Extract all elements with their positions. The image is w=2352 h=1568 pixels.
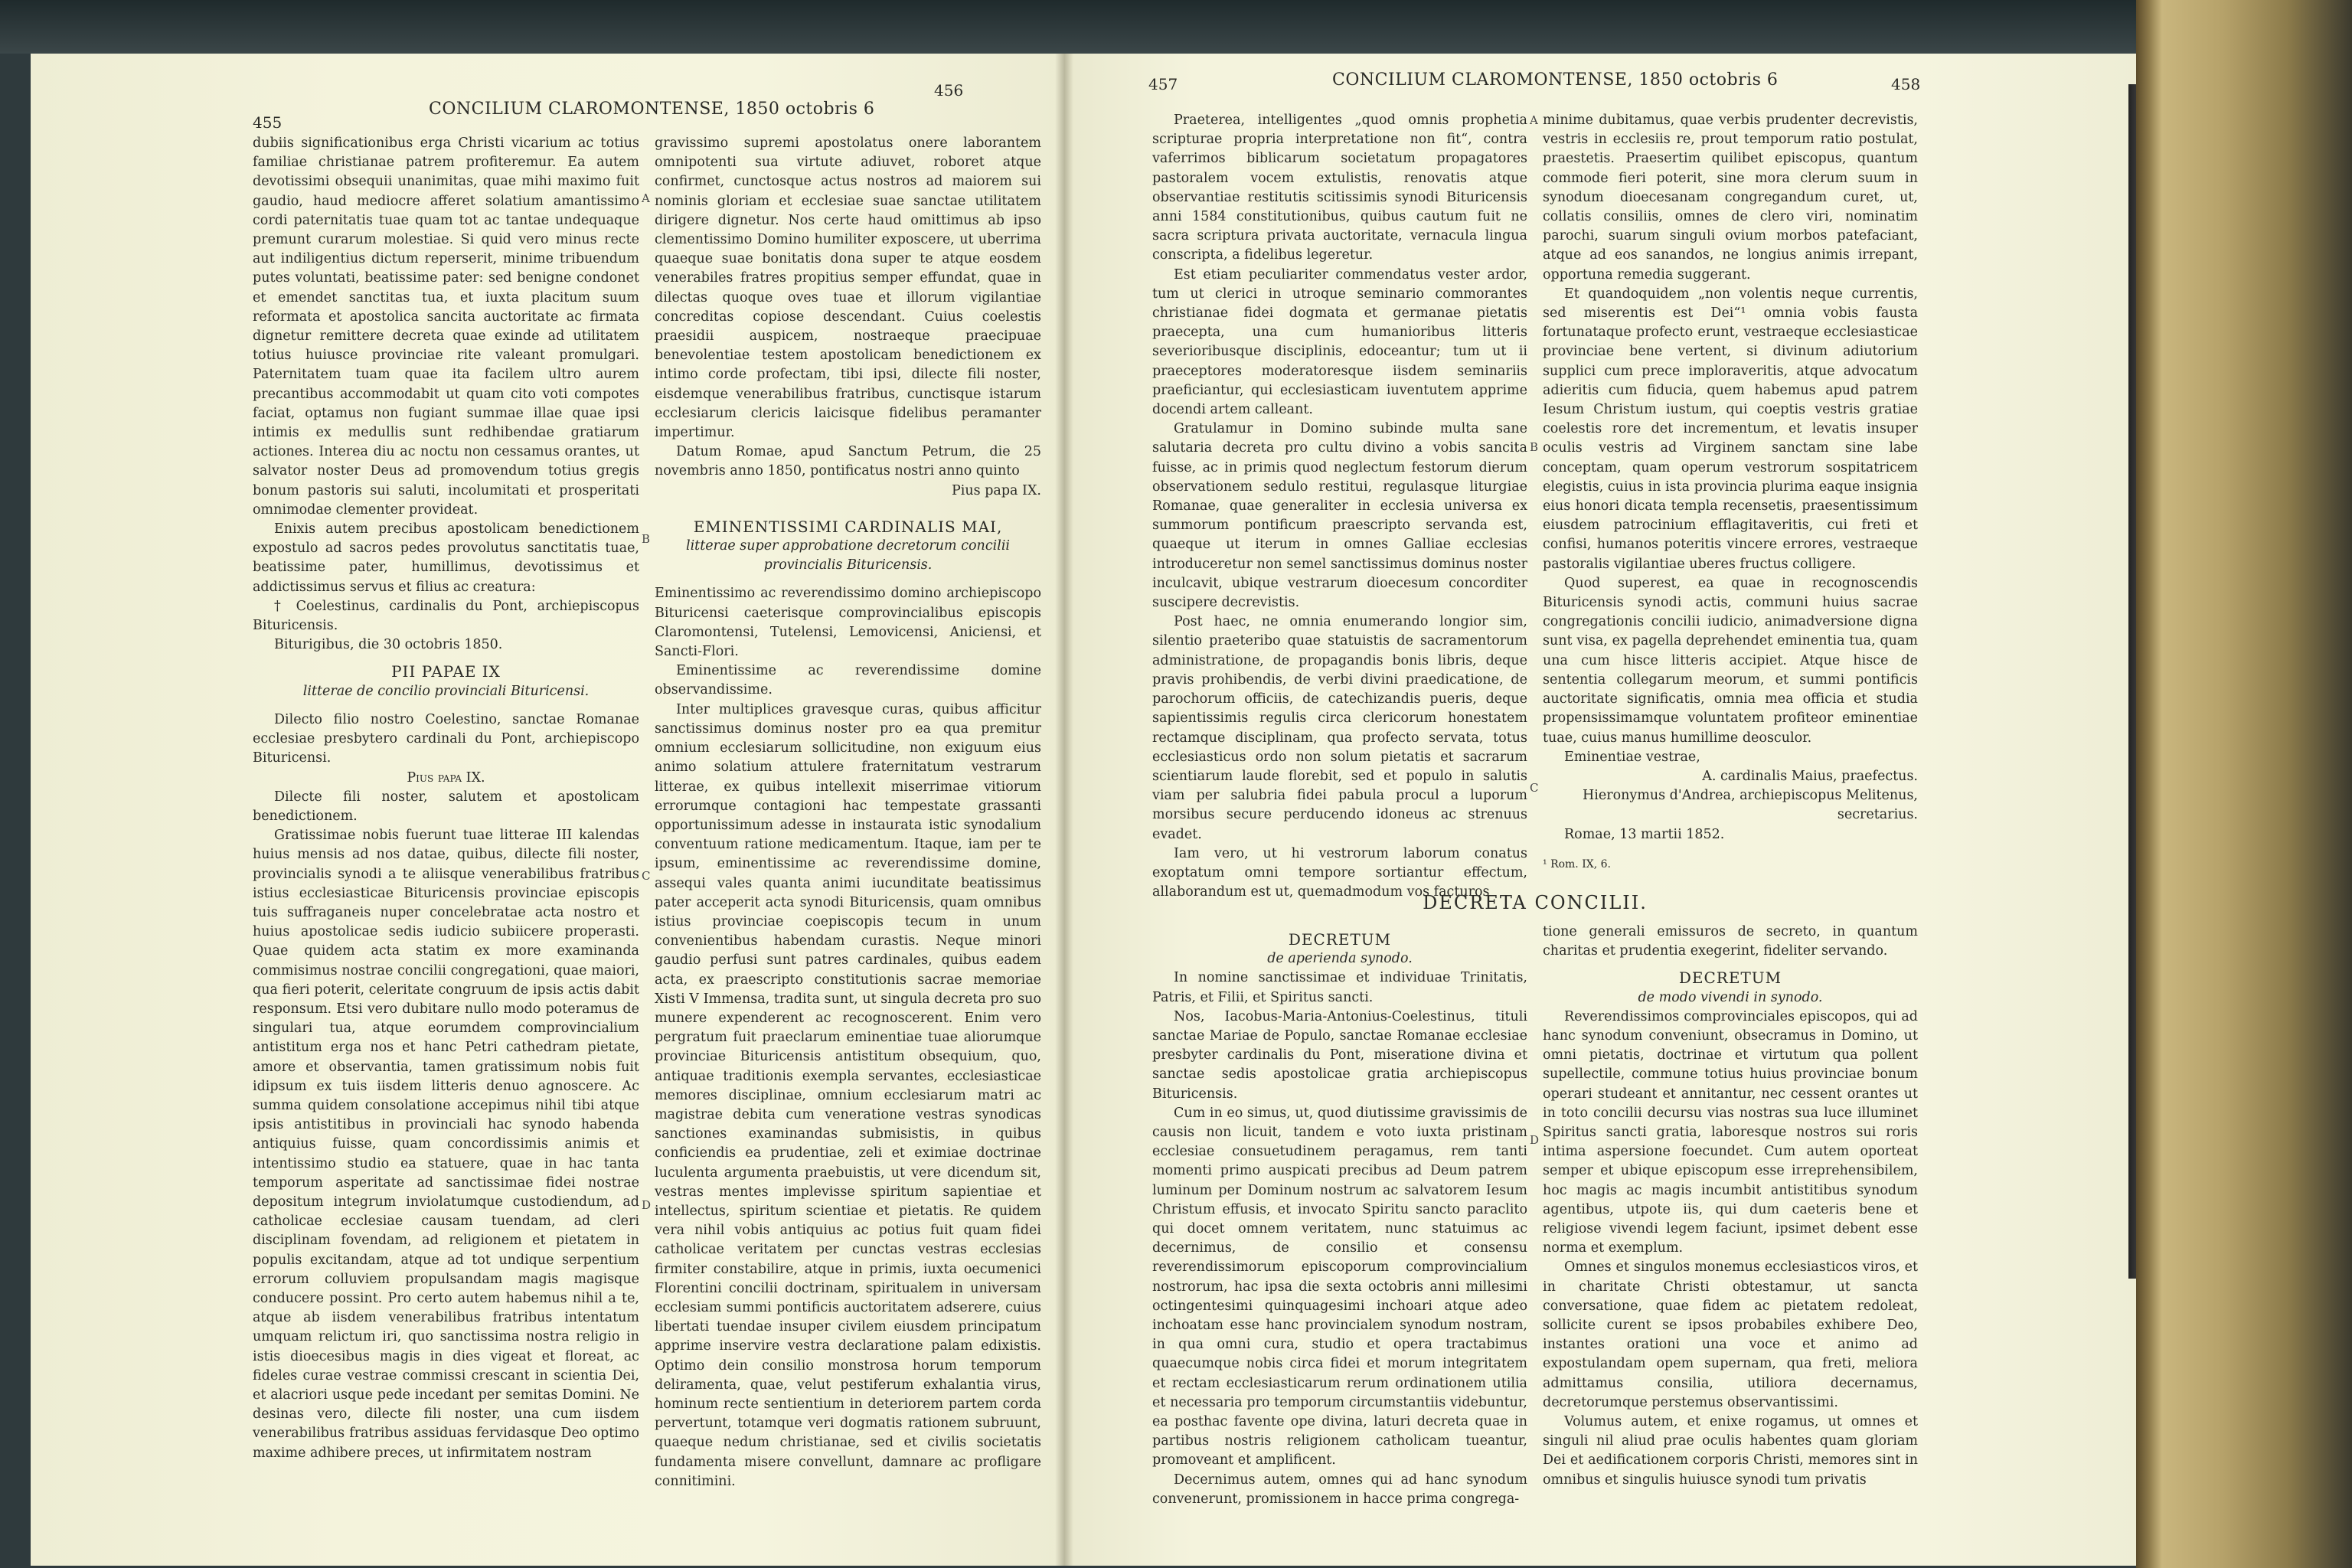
paragraph: Praeterea, intelligentes „quod omnis prophetia scripturae propria interpretatione non fit“, contra vaferrimos biblicarum societatum propagatores pastoralem vocem extulistis, renovatis atque observantiae restitutis scitissimis synodi Bituricensis anni 1584 constitutionibus, quibus cautum fuit ne sacra scriptura privata auctoritate, vernacula lingua conscripta, a fidelibus legeretur. bbox=[1152, 113, 1527, 263]
page-number-457: 457 bbox=[1148, 75, 1178, 93]
running-head-left: CONCILIUM CLAROMONTENSE, 1850 octobris 6 bbox=[429, 100, 875, 119]
paragraph: Inter multiplices gravesque curas, quibus afficitur sanctissimus dominus noster pro ea qua premitur omnium ecclesiarum sollicitudine, non exiguum eius animo solatium attulere fraternitatum vestrarum litterae, ex quibus intellexit miserrimae vitiorum errorumque contagioni hac tempestate grassanti opportunissimum adesse in instaurata istic synodalium conventuum ratione medicamentum. Itaque, iam per te ipsum, eminentissime ac reverendissime domine, assequi vales quanta animi iucunditate beatissimus pater acceperit acta synodi Bituricensis, quam omnibus istius provinciae coepiscopis tecum in unum convenientibus habendam curastis. Neque minori gaudio perfusi sunt patres cardinales, quibus eadem acta, ex praescripto constitutionis sacrae memoriae Xisti V Immensa, tradita sunt, ut singula decreta pro suo munere expenderent ac recognoscerent. Enim vero pergratum fuit praeclarum eminentiae tuae aliorumque provinciae Bituricensis antistitum obsequium, quo, antiquae traditionis exempla servantes, ecclesiasticae memores disciplinae, omnium ecclesiarum matri ac magistrae debita cum veneratione vestras synodicas sanctiones examinandas submisistis, in quibus conficiendis ea prudentiae, zeli et eximiae doctrinae luculenta argumenta praebuistis, ut vere dicendum sit, vestras mentes implevisse spiritum sapientiae et intellectus, spiritum scientiae et pietatis. Re quidem vera nihil vobis antiquius ac potius fuit quam fidei catholicae veritatem per cunctas vestras ecclesias firmiter constabilire, atque in primis, iuxta oecumenici Florentini concilii doctrinam, spiritualem in universam ecclesiam summi pontificis auctoritatem adserere, cuius libertati tuendae insuper civilem eiusdem principatum apprime inservire vestra declaratione palam edixistis. Optimo dein consilio monstrosa horum temporum deliramenta, quae, velut pestiferum exhalantia virus, hominum recte sentientium in deteriorem partem corda pervertunt, totamque veri dogmatis rationem subruunt, quaeque nedum christianae, sed et civilis societatis fundamenta misere convellunt, damnare ac profligare connitimini. bbox=[655, 701, 1041, 1489]
left-page bbox=[31, 54, 1064, 1566]
footnote: ¹ Rom. IX, 6. bbox=[1543, 858, 1611, 871]
paragraph: Est etiam peculiariter commendatus vester ardor, tum ut clerici in utroque seminario commorantes christianae fidei dogmata et germanae pietatis praecepta, una cum humanioribus litteris severioribusque disciplinis, edoceantur; tum ut ii praeceptores moderatoresque iisdem seminariis praeficiantur, qui ecclesiasticam iuventutem apprime docendi artem calleant. bbox=[1152, 266, 1527, 418]
paragraph: Iam vero, ut hi vestrorum laborum conatus exoptatum omni tempore sortiantur effectum, allaborandum est ut, quemadmodum vos facturos bbox=[1152, 845, 1527, 900]
right-page-column-2 bbox=[1543, 111, 1918, 874]
decretum-subtitle: de modo vivendi in synodo. bbox=[1638, 989, 1823, 1005]
decretum-subtitle: de aperienda synodo. bbox=[1267, 951, 1413, 967]
paragraph: Nos, Iacobus-Maria-Antonius-Coelestinus, tituli sanctae Mariae de Populo, sanctae Romanae ecclesiae presbyter cardinalis du Pont, miseratione divina et sanctae sedis apostolicae gratia archiepiscopus Bituricensis. bbox=[1152, 1008, 1527, 1102]
subheading: litterae super approbatione decretorum concilii provincialis Bituricensis. bbox=[685, 538, 1011, 573]
paragraph: Gratissimae nobis fuerunt tuae litterae III kalendas huius mensis ad nos datae, quibus, dilecte fili noster, provincialis synodi a te aliisque venerabilibus fratribus istius ecclesiasticae Bituricensis provinciae episcopis tuis suffraganeis nuper concelebratae acta nostro et huius apostolicae sedis iudicio subiicere properasti. Quae quidem acta statim ex more examinanda commisimus nostrae concilii congregationi, quae maiori, qua fieri poterit, celeritate congruum de ipsis actis dabit responsum. Etsi vero dubitare nullo modo poteramus de singulari tua, atque eorumdem comprovincialium antistitum erga nos et hanc Petri cathedram pietate, amore et observantia, tamen gratissimum nobis fuit idipsum ex tuis iisdem litteris denuo agnoscere. Ac summa quidem consolatione accepimus nihil tibi atque ipsis antistitibus in provinciali hac synodo habenda antiquius fuisse, quam concordissimis animis et intentissimo studio ea statuere, quae in hac tanta temporum asperitate ad sanctissimae fidei nostrae depositum integrum inviolatumque custodiendum, ad catholicae ecclesiae causam tuendam, ad cleri disciplinam fovendam, ad religionem et pietatem in populis excitandam, atque ad tot undique serpentium errorum colluviem propulsandam magis magisque conducere possint. Pro certo autem habemus nihil a te, atque ab iisdem venerabilibus fratribus intentatum umquam relictum iri, quo sanctissima nostra religio in istis dioecesibus magis in dies vigeat et floreat, ac fideles curae vestrae commissi crescant in scientia Dei, et alacriori usque pede incedant per semitas Domini. Ne desinas vero, dilecte fili noster, una cum iisdem venerabilibus fratribus assiduas fervidasque Deo optimo maxime adhibere preces, ut infirmitatem nostram bbox=[253, 828, 639, 1461]
right-page-decretum-column-2 bbox=[1543, 923, 1918, 1490]
top-background bbox=[0, 0, 2136, 54]
heading-pii-papae: PII PAPAE IX bbox=[391, 662, 501, 681]
decretum-title: DECRETUM bbox=[1678, 969, 1782, 988]
paragraph: Biturigibus, die 30 octobris 1850. bbox=[274, 637, 503, 653]
margin-letter-b: B bbox=[1530, 440, 1539, 454]
paragraph: Enixis autem precibus apostolicam benedictionem expostulo ad sacros pedes provolutus sanctitatis tuae, beatissime pater, humillimus, devotissimus et addictissimus servus et filius ac creatura: bbox=[253, 521, 639, 595]
book-page-edge bbox=[2136, 0, 2352, 1568]
closing: Eminentiae vestrae, bbox=[1564, 749, 1700, 765]
address: Eminentissimo ac reverendissimo domino archiepiscopo Bituricensi caeterisque comprovincialibus episcopis Claromontensi, Tutelensi, Lemovicensi, Aniciensi, et Sancti-Flori. bbox=[655, 586, 1041, 660]
left-page-column-2 bbox=[655, 134, 1041, 1491]
page-number-455: 455 bbox=[253, 113, 283, 132]
signature-andrea: Hieronymus d'Andrea, archiepiscopus Melitenus, secretarius. bbox=[1583, 788, 1918, 823]
right-page-column-1 bbox=[1152, 111, 1527, 902]
datum: Datum Romae, apud Sanctum Petrum, die 25 novembris anno 1850, pontificatus nostri anno quinto bbox=[655, 444, 1041, 479]
right-page-decretum-column-1 bbox=[1152, 923, 1527, 1509]
date: Romae, 13 martii 1852. bbox=[1564, 826, 1725, 842]
paragraph: Reverendissimos comprovinciales episcopos, qui ad hanc synodum conveniunt, obsecramus in Domino, ut omni pietatis, doctrinae et virtutum qua pollent supellectile, commune totius huius provinciae bonum operari studeant et annitantur, nec cessent orantes ut in toto concilii decursu vias nostras sua luce illuminet Spiritus sancti gratia, laboresque nostros sui roris intima aspersione foecundet. Cum autem oporteat semper et ubique episcopum esse irreprehensibilem, hoc magis ac magis incumbit antistitibus synodum agentibus, utpote iis, qui dum caeteris bene et religiose vivendi legem faciunt, ipsimet debent esse norma et exemplum. bbox=[1543, 1008, 1918, 1256]
signature-mai: A. cardinalis Maius, praefectus. bbox=[1702, 768, 1918, 784]
section-title-decreta: DECRETA CONCILII. bbox=[1423, 892, 1648, 913]
margin-letter-b: B bbox=[642, 532, 651, 546]
paragraph: Omnes et singulos monemus ecclesiasticos viros, et in charitate Christi obtestamur, ut sancta conversatione, quae fidem ac pietatem redoleat, sollicite curent se ipsos probabiles exhibere Deo, instantes orationi una voce et animo ad expostulandam opem supernam, qua freti, meliora admittamus consilia, utiliora decernamus, decretorumque perstemus observantissimi. bbox=[1543, 1259, 1918, 1410]
margin-letter-d: D bbox=[642, 1198, 652, 1212]
paragraph: minime dubitamus, quae verbis prudenter decrevistis, vestris in ecclesiis re, prout temporum ratio postulat, praestetis. Praesertim quilibet episcopus, quantum commode fieri poterit, sine mora clerum suum in synodum dioecesanam congregandum curet, ut, collatis consiliis, omnes de clero viri, nominatim parochi, suarum singuli ovium morbos patefaciant, atque ad eos sanandos, ne longius animis irrepant, opportuna remedia suggerant. bbox=[1543, 113, 1918, 283]
running-head-right: CONCILIUM CLAROMONTENSE, 1850 octobris 6 bbox=[1332, 70, 1779, 90]
book-gutter bbox=[1055, 54, 1073, 1566]
margin-letter-c: C bbox=[642, 869, 651, 883]
subheading: litterae de concilio provinciali Bituricensi. bbox=[302, 683, 590, 699]
salutation: Eminentissime ac reverendissime domine observandissime. bbox=[655, 663, 1041, 698]
paragraph: gravissimo supremi apostolatus onere laborantem omnipotenti sua virtute adiuvet, roboret atque confirmet, cunctosque actus nostros ad maiorem sui nominis gloriam et ecclesiae suae sanctae utilitatem dirigere dignetur. Nos certe haud omittimus ab ipso clementissimo Domino humiliter exposcere, ut uberrima quaeque suae bonitatis dona super te atque eosdem venerabiles fratres propitius semper effundat, quae in dilectas quoque oves tuae et illorum vigilantiae concreditas copiose descendant. Cuius coelestis praesidii auspicem, nostraeque praecipuae benevolentiae testem apostolicam benedictionem ex intimo corde profectam, tibi ipsi, dilecte fili noster, eisdemque venerabilibus fratribus, cunctisque istarum ecclesiarum clericis laicisque fidelibus peramanter impertimur. bbox=[655, 136, 1041, 441]
page-number-458: 458 bbox=[1891, 75, 1921, 93]
margin-letter-d: D bbox=[1530, 1133, 1540, 1147]
address: Dilecto filio nostro Coelestino, sanctae Romanae ecclesiae presbytero cardinali du Pont, archiepiscopo Bituricensi. bbox=[253, 711, 639, 766]
page-number-456: 456 bbox=[934, 81, 964, 100]
paragraph: Gratulamur in Domino subinde multa sane salutaria decreta pro cultu divino a vobis sancita fuisse, ac in primis quod neglectum festorum dierum observationem sedulo restitui, regulasque liturgiae Romanae, quae generaliter in ecclesia universa ex summorum pontificum praescripto servanda est, quaeque ut iterum in omnes Galliae ecclesias introduceretur non semel sanctissimus dominus noster inculcavit, ubique vestrarum dioecesum concorditer suscipere decrevistis. bbox=[1152, 421, 1527, 611]
paragraph: Et quandoquidem „non volentis neque currentis, sed miserentis est Dei“¹ omnia vobis fausta fortunataque profecto erunt, vestraeque ecclesiasticae provinciae bene vertent, si divinum adiutorium supplici cum prece imploraveritis, atque advocatum adieritis cum fiducia, quem habemus apud patrem Iesum Christum iustum, qui coeptis vestris gratiae coelestis rore det incrementum, et levatis insuper oculis vestris ad Virginem sanctam sine labe conceptam, quam operum vestrorum sospitatricem elegistis, cuius in ista provincia plurima eaque insignia eius honori dicata templa recensetis, praesentissimum eiusdem patrocinium efflagitaveritis, cui freti et confisi, humanos poteritis vincere errores, vestraeque pastoralis vigilantiae uberes fructus colligere. bbox=[1543, 286, 1918, 572]
right-page bbox=[1064, 54, 2136, 1566]
paragraph: Volumus autem, et enixe rogamus, ut omnes et singuli nil aliud prae oculis habentes quam gloriam Dei et aedificationem corporis Christi, memores sint in omnibus et singulis huiusce synodi tum privatis bbox=[1543, 1414, 1918, 1488]
paragraph: tione generali emissuros de secreto, in quantum charitas et prudentia exegerint, fideliter servando. bbox=[1543, 924, 1918, 959]
margin-letter-a: A bbox=[642, 191, 650, 205]
greeting: Dilecte fili noster, salutem et apostolicam benedictionem. bbox=[253, 789, 639, 824]
decretum-title: DECRETUM bbox=[1288, 930, 1392, 949]
heading-cardinalis-mai: EMINENTISSIMI CARDINALIS MAI, bbox=[693, 517, 1003, 536]
pius-signature: Pius papa IX. bbox=[952, 482, 1041, 498]
paragraph: In nomine sanctissimae et individuae Trinitatis, Patris, et Filii, et Spiritus sancti. bbox=[1152, 970, 1527, 1005]
paragraph: dubiis significationibus erga Christi vicarium ac totius familiae christianae patrem profiteremur. Ea autem devotissimi obsequii unanimitas, quae mihi maximo fuit gaudio, haud mediocre afferet solatium amantissimo cordi paternitatis tuae quam tot ac tantae undequaque premunt curarum molestiae. Si quid vero minus recte aut indiligentius dictum reperserit, minime tribuendum putes voluntati, beatissime pater: sed benigne condonet et emendet sanctitas tua, et iuxta placitum suum reformata et apostolica sancita auctoritate ac firmata dignetur remittere decreta quae exinde ad utilitatem totius huiusce provinciae rite valeant promulgari. Paternitatem tuam quae ita facilem ultro aurem precantibus accommodabit ut quam cito voti compotes faciat, optamus non fugiant summae illae quae ipsi intimis ex medullis sunt redhibendae gratiarum actiones. Interea diu ac noctu non cessamus orantes, ut salvator noster Deus ad promovendum totius gregis bonum pastoris sui saluti, incolumitati et prosperitati omnimodae clementer provideat. bbox=[253, 136, 639, 518]
left-page-column-1 bbox=[253, 134, 639, 1463]
paragraph: Cum in eo simus, ut, quod diutissime gravissimis de causis non licuit, tandem e voto iuxta pristinam ecclesiae consuetudinem peragamus, rem tanti momenti primo auspicati precibus ad Deum patrem luminum per Dominum nostrum ac salvatorem Iesum Christum effusis, et invocato Spiritu sancto paraclito qui docet omnem veritatem, nunc statuimus ac decernimus, de consilio et consensu reverendissimorum episcoporum comprovincialium nostrorum, hac ipsa die sexta octobris anni millesimi octingentesimi quinquagesimi inchoari atque adeo inchoatam esse hanc provincialem synodum nostram, in qua omni cura, studio et opera tractabimus quaecumque nobis circa fidei et morum integritatem et rectam ecclesiasticarum rerum ordinationem utilia et necessaria pro temporum circumstantiis videbuntur, ea posthac favente ope divina, laturi decreta quae in partibus nostris religionem catholicam tueantur, promoveant et amplificent. bbox=[1152, 1105, 1527, 1468]
margin-letter-a: A bbox=[1530, 113, 1538, 127]
paragraph: Post haec, ne omnia enumerando longior sim, silentio praeteribo quae statuistis de sacramentorum administratione, de propagandis bonis libris, deque pravis prohibendis, de verbi divini praedicatione, de parochorum officiis, de catechizandis pueris, deque sapientissimis regulis circa clericorum honestatem rectamque disciplinam, qua profecto servata, totus ecclesiasticus ordo non solum pietatis et sacrarum scientiarum laude florebit, sed et populo in salutis viam per salubria fidei pabula procul a luporum morsibus secure perducendo idoneus ac strenuus evadet. bbox=[1152, 614, 1527, 842]
margin-letter-c: C bbox=[1530, 781, 1539, 795]
pius-papa: Pius papa IX. bbox=[407, 769, 485, 786]
paragraph: Decernimus autem, omnes qui ad hanc synodum convenerunt, promissionem in hacce prima congrega- bbox=[1152, 1472, 1527, 1507]
paragraph: † Coelestinus, cardinalis du Pont, archiepiscopus Bituricensis. bbox=[253, 598, 639, 634]
paragraph: Quod superest, ea quae in recognoscendis Bituricensis synodi actis, communi huius sacrae congregationis concilii iudicio, animadversione digna sunt visa, ex pagella deprehendet eminentia tua, quam una cum hisce litteris accipiet. Atque hisce de sententia collegarum meorum, et summi pontificis auctoritate significatis, omnia mea officia et studia propensissimamque voluntatem profiteor eminentiae tuae, cuius manus humillime deosculor. bbox=[1543, 575, 1918, 746]
